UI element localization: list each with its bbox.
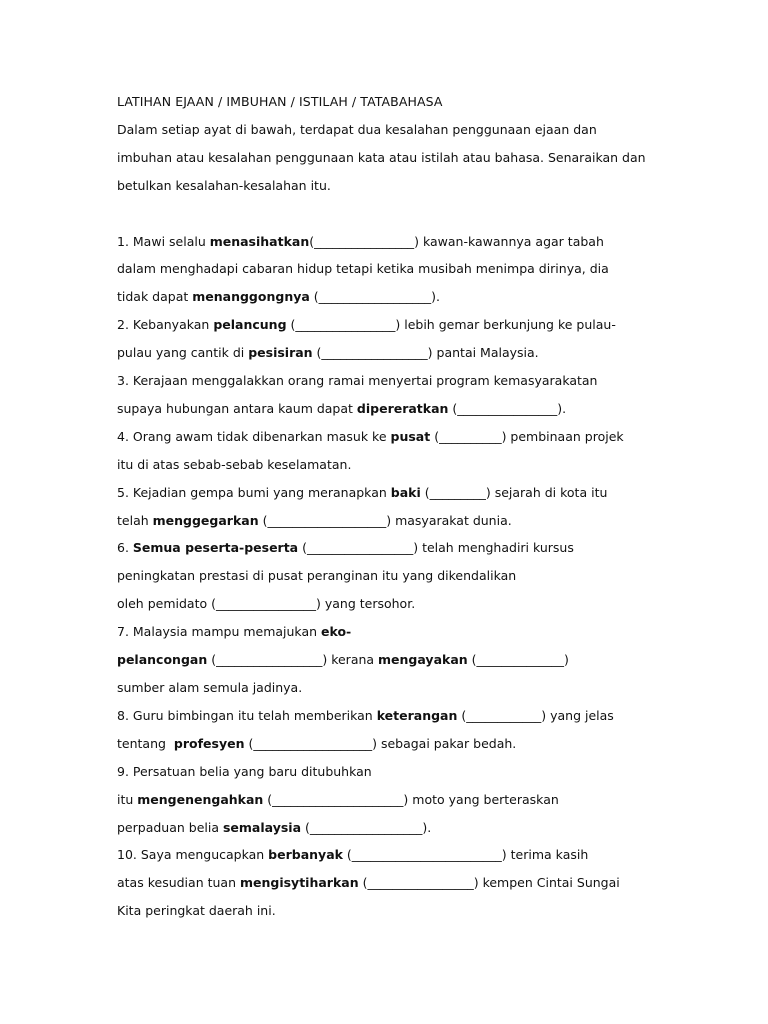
error-word: pusat	[390, 428, 431, 444]
error-word: eko-	[321, 624, 352, 640]
error-word: berbanyak	[268, 847, 343, 863]
question-7-line: pelancongan (_________________) kerana mengayakan (______________)	[117, 652, 569, 668]
error-word: semalaysia	[222, 819, 302, 835]
question-9-line: 9. Persatuan belia yang baru ditubuhkan	[117, 763, 372, 779]
worksheet-title: LATIHAN EJAAN / IMBUHAN / ISTILAH / TATABAHASA	[117, 94, 443, 109]
question-3-line: 3. Kerajaan menggalakkan orang ramai menyertai program kemasyarakatan	[117, 373, 598, 389]
answer-blank[interactable]: (_________)	[420, 484, 491, 500]
question-10-line: 10. Saya mengucapkan berbanyak (________________________) terima kasih	[117, 847, 589, 863]
instruction-line: betulkan kesalahan-kesalahan itu.	[117, 177, 331, 193]
answer-blank[interactable]: (___________________)	[244, 735, 377, 751]
instruction-line: Dalam setiap ayat di bawah, terdapat dua kesalahan penggunaan ejaan dan	[117, 121, 597, 137]
question-4-line: itu di atas sebab-sebab keselamatan.	[117, 456, 352, 472]
question-10-line: atas kesudian tuan mengisytiharkan (_________________) kempen Cintai Sungai	[117, 875, 620, 891]
question-3-line: supaya hubungan antara kaum dapat dipereratkan (________________).	[117, 400, 567, 416]
question-6-line: oleh pemidato (________________) yang tersohor.	[117, 596, 416, 612]
answer-blank[interactable]: (__________________).	[309, 289, 441, 305]
question-8-line: 8. Guru bimbingan itu telah memberikan keterangan (____________) yang jelas	[117, 707, 614, 723]
error-word: pelancongan	[117, 652, 208, 668]
question-2-line: 2. Kebanyakan pelancung (________________) lebih gemar berkunjung ke pulau-	[117, 317, 616, 333]
answer-blank[interactable]: (________________).	[448, 400, 567, 416]
answer-blank[interactable]: (___________________)	[258, 512, 392, 528]
instruction-line: imbuhan atau kesalahan penggunaan kata atau istilah atau bahasa. Senaraikan dan	[117, 149, 646, 165]
answer-blank[interactable]: (_________________)	[207, 652, 328, 668]
question-5-line: 5. Kejadian gempa bumi yang meranapkan baki (_________) sejarah di kota itu	[117, 484, 608, 500]
error-word: mengisytiharkan	[239, 875, 359, 891]
question-10-line: Kita peringkat daerah ini.	[117, 903, 276, 919]
error-word: menanggongnya	[192, 289, 310, 305]
answer-blank[interactable]: (_________________)	[358, 875, 479, 891]
answer-blank[interactable]: (__________________).	[301, 819, 432, 835]
question-4-line: 4. Orang awam tidak dibenarkan masuk ke pusat (__________) pembinaan projek	[117, 428, 624, 444]
question-1-line: dalam menghadapi cabaran hidup tetapi ketika musibah menimpa dirinya, dia	[117, 261, 609, 277]
error-word: pesisiran	[248, 345, 313, 361]
question-9-line: itu mengenengahkan (_____________________) moto yang berteraskan	[117, 791, 559, 807]
error-word: Semua peserta-peserta	[132, 540, 299, 556]
question-1-line: tidak dapat menanggongnya (__________________).	[117, 289, 441, 305]
question-8-line: tentang profesyen (___________________) sebagai pakar bedah.	[117, 735, 517, 751]
question-7-line: 7. Malaysia mampu memajukan eko-	[117, 624, 352, 640]
answer-blank[interactable]: (______________)	[467, 652, 569, 668]
answer-blank[interactable]: (_________________)	[312, 345, 433, 361]
error-word: menasihatkan	[209, 233, 310, 249]
answer-blank[interactable]: (_____________________)	[263, 791, 409, 807]
question-6-line: peningkatan prestasi di pusat peranginan itu yang dikendalikan	[117, 568, 517, 584]
answer-blank[interactable]: (__________)	[430, 428, 507, 444]
question-6-line: 6. Semua peserta-peserta (_________________) telah menghadiri kursus	[117, 540, 574, 556]
error-word: menggegarkan	[152, 512, 259, 528]
answer-blank[interactable]: (_________________)	[298, 540, 419, 556]
answer-blank[interactable]: (____________)	[457, 707, 547, 723]
question-9-line: perpaduan belia semalaysia (__________________).	[117, 819, 432, 835]
question-1-line: 1. Mawi selalu menasihatkan(________________) kawan-kawannya agar tabah	[117, 233, 604, 249]
error-word: dipereratkan	[356, 400, 449, 416]
error-word: mengenengahkan	[137, 791, 264, 807]
error-word: baki	[390, 484, 421, 500]
answer-blank[interactable]: (________________)	[309, 233, 420, 249]
error-word: pelancung	[213, 317, 287, 333]
answer-blank[interactable]: (________________)	[286, 317, 401, 333]
answer-blank[interactable]: (________________)	[211, 596, 321, 612]
error-word: mengayakan	[378, 652, 468, 668]
question-5-line: telah menggegarkan (___________________) masyarakat dunia.	[117, 512, 512, 528]
question-7-line: sumber alam semula jadinya.	[117, 680, 303, 696]
question-2-line: pulau yang cantik di pesisiran (_________________) pantai Malaysia.	[117, 345, 539, 361]
answer-blank[interactable]: (________________________)	[342, 847, 507, 863]
error-word: profesyen	[173, 735, 245, 751]
spacer	[117, 200, 728, 228]
error-word: keterangan	[376, 707, 458, 723]
